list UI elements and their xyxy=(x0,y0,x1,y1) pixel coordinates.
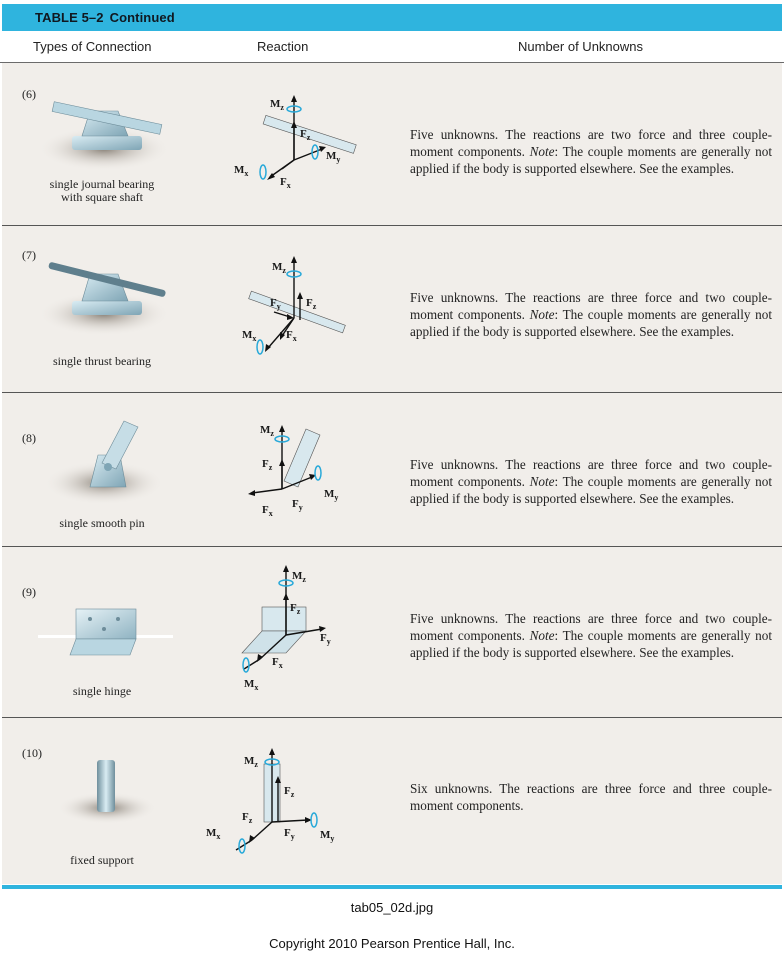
column-header-row xyxy=(0,31,784,63)
row-caption-line1: single smooth pin xyxy=(59,516,145,530)
fixed-support-photo xyxy=(52,752,162,832)
row-description: Five unknowns. The reactions are two force and three couple-moment components. Note: The couple moments are generally not applied if the body is supported elsewhere. See the examples. xyxy=(410,127,772,176)
column-header-connection: Types of Connection xyxy=(33,39,152,54)
reaction-diagram xyxy=(222,411,372,521)
table-title-label: TABLE 5–2 xyxy=(35,10,104,25)
table-title xyxy=(35,10,175,25)
moment-y-label: $M_y$ xyxy=(326,150,341,164)
moment-z-label: $M_z$ xyxy=(270,98,284,112)
reaction-diagram xyxy=(216,557,366,697)
reaction-diagram xyxy=(222,85,372,195)
force-y-label: $F_y$ xyxy=(320,632,331,646)
row-description: Five unknowns. The reactions are three force and two couple-moment components. Note: The couple moments are generally not applied if the body is supported elsewhere. See the examples. xyxy=(410,290,772,339)
column-header-unknowns: Number of Unknowns xyxy=(518,39,643,54)
copyright-notice: Copyright 2010 Pearson Prentice Hall, Inc. xyxy=(269,936,515,951)
column-header-reaction: Reaction xyxy=(257,39,309,54)
table-title-suffix: Continued xyxy=(109,10,175,25)
moment-x-label: $M_x$ xyxy=(206,827,221,841)
row-number: (9) xyxy=(22,585,36,599)
force-x-label: $F_x$ xyxy=(262,504,273,518)
force-x-label: $F_x$ xyxy=(272,656,283,670)
row-number: (10) xyxy=(22,746,42,760)
moment-y-label: $M_y$ xyxy=(320,829,335,843)
force-x-label: $F_x$ xyxy=(286,329,297,343)
row-number: (8) xyxy=(22,431,36,445)
row-caption-line1: single thrust bearing xyxy=(53,354,151,368)
force-x-label: $F_z$ xyxy=(242,811,253,825)
image-filename: tab05_02d.jpg xyxy=(350,900,434,915)
force-y-label: $F_y$ xyxy=(292,498,303,512)
table-row xyxy=(2,226,782,393)
row-number: (7) xyxy=(22,248,36,262)
table-row xyxy=(2,63,782,226)
reaction-diagram xyxy=(222,248,372,363)
moment-z-label: $M_z$ xyxy=(292,570,306,584)
table-row xyxy=(2,547,782,718)
journal-bearing-photo xyxy=(32,91,182,181)
moment-x-label: $M_x$ xyxy=(244,678,259,692)
row-caption-line2: with square shaft xyxy=(61,190,143,204)
force-y-label: $F_y$ xyxy=(270,297,281,311)
hinge-photo xyxy=(38,597,173,667)
row-description: Five unknowns. The reactions are three force and two couple-moment components. Note: The couple moments are generally not applied if the body is supported elsewhere. See the examples. xyxy=(410,611,772,660)
force-z-label: $F_z$ xyxy=(290,602,301,616)
table-bottom-rule xyxy=(2,885,782,889)
moment-z-label: $M_z$ xyxy=(272,261,286,275)
moment-x-label: $M_x$ xyxy=(242,329,257,343)
thrust-bearing-photo xyxy=(32,256,182,346)
moment-z-label: $M_z$ xyxy=(244,755,258,769)
force-x-label: $F_x$ xyxy=(280,176,291,190)
row-caption-line1: single hinge xyxy=(72,684,132,698)
reaction-diagram xyxy=(202,742,362,862)
force-z-label: $F_z$ xyxy=(300,128,311,142)
smooth-pin-photo xyxy=(42,415,172,515)
row-caption-line1: fixed support xyxy=(70,853,134,867)
table-row xyxy=(2,393,782,547)
row-description: Five unknowns. The reactions are three force and two couple-moment components. Note: The couple moments are generally not applied if the body is supported elsewhere. See the examples. xyxy=(410,457,772,506)
row-description: Six unknowns. The reactions are three force and three couple-moment components. xyxy=(410,781,772,813)
row-number: (6) xyxy=(22,87,36,101)
table-row xyxy=(2,718,782,884)
moment-x-label: $M_x$ xyxy=(234,164,249,178)
table-title-bar xyxy=(2,4,782,31)
force-z-label: $F_z$ xyxy=(284,785,295,799)
force-z-label: $F_z$ xyxy=(306,297,317,311)
force-y-label: $F_y$ xyxy=(284,827,295,841)
force-z-label: $F_z$ xyxy=(262,458,273,472)
moment-y-label: $M_y$ xyxy=(324,488,339,502)
moment-z-label: $M_z$ xyxy=(260,424,274,438)
row-caption-line1: single journal bearing xyxy=(49,177,155,191)
